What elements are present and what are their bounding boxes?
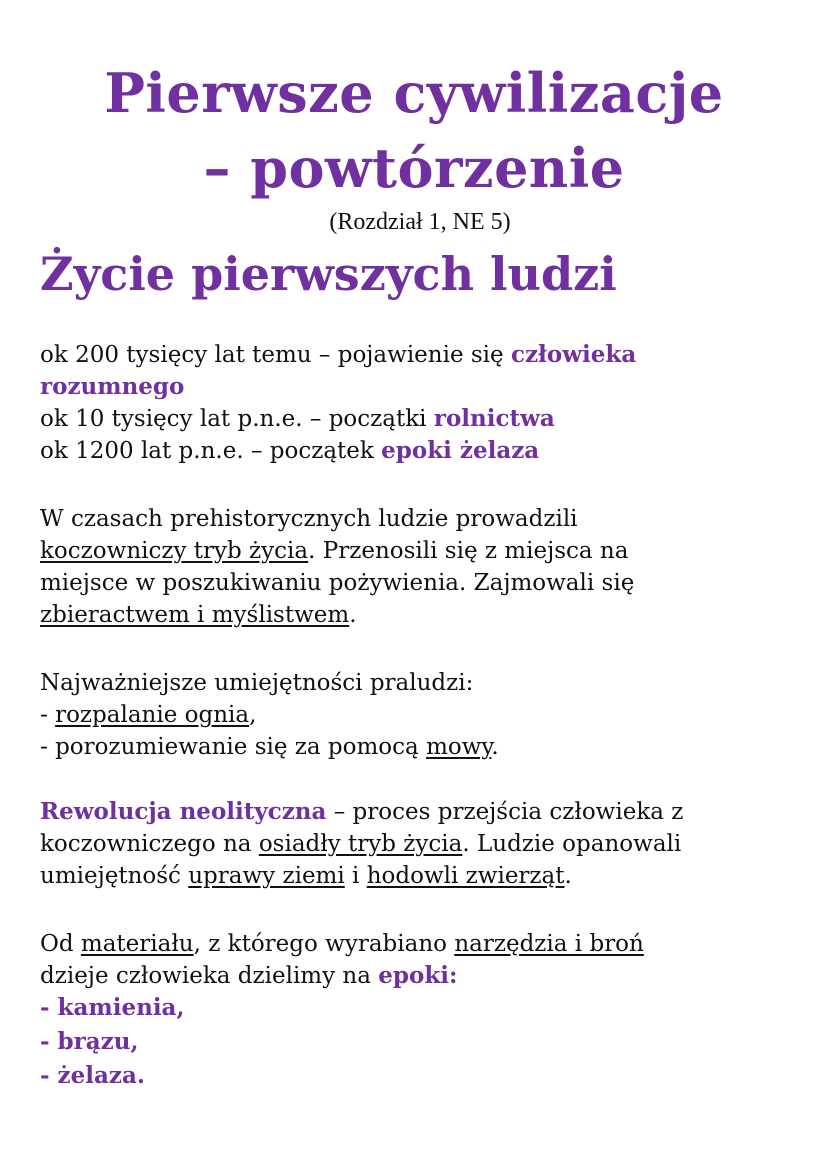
epochs-line-2 bbox=[40, 960, 458, 992]
underlined-term: koczowniczy tryb życia bbox=[40, 538, 309, 564]
timeline-highlight: człowieka bbox=[510, 341, 637, 368]
page-title-line-2: – powtórzenie bbox=[203, 136, 625, 200]
revolution-text: i bbox=[344, 863, 367, 889]
timeline-line-1 bbox=[40, 339, 636, 371]
page-title-line-1: Pierwsze cywilizacje bbox=[104, 61, 724, 125]
skills-text: . bbox=[491, 734, 499, 760]
epochs-line-1 bbox=[40, 928, 644, 960]
underlined-term: osiadły tryb życia bbox=[258, 831, 463, 857]
skills-text: - porozumiewanie się za pomocą bbox=[40, 734, 427, 760]
underlined-term: zbieractwem i myślistwem bbox=[40, 602, 350, 628]
underlined-term: materiału bbox=[80, 931, 194, 957]
epochs-text: dzieje człowieka dzielimy na bbox=[40, 963, 379, 989]
list-dash: - bbox=[40, 702, 56, 728]
skills-item-1 bbox=[40, 699, 256, 731]
underlined-term: narzędzia i broń bbox=[454, 931, 644, 957]
revolution-line-1 bbox=[40, 796, 683, 828]
skills-item-2 bbox=[40, 731, 499, 763]
revolution-text: – proces przejścia człowieka z bbox=[326, 799, 684, 825]
timeline-line-4 bbox=[40, 435, 539, 467]
timeline-highlight: rolnictwa bbox=[433, 405, 555, 432]
revolution-line-2 bbox=[40, 828, 681, 860]
epoch-item-iron: - żelaza. bbox=[40, 1062, 145, 1089]
underlined-term: mowy bbox=[426, 734, 492, 760]
epochs-text: Od bbox=[40, 931, 81, 957]
revolution-text: umiejętność bbox=[40, 863, 189, 889]
prehistory-line-2 bbox=[40, 535, 628, 567]
prehistory-line-1: W czasach prehistorycznych ludzie prowadzili bbox=[40, 506, 578, 532]
timeline-text: ok 1200 lat p.n.e. – początek bbox=[40, 438, 382, 464]
epoch-item-bronze: - brązu, bbox=[40, 1028, 139, 1055]
timeline-text: ok 10 tysięcy lat p.n.e. – początki bbox=[40, 406, 434, 432]
revolution-text: koczowniczego na bbox=[40, 831, 259, 857]
section-title: Życie pierwszych ludzi bbox=[40, 247, 617, 301]
epochs-highlight: epoki: bbox=[378, 962, 458, 989]
skills-heading: Najważniejsze umiejętności praludzi: bbox=[40, 670, 474, 696]
prehistory-text: . bbox=[349, 602, 357, 628]
revolution-highlight: Rewolucja neolityczna bbox=[40, 798, 327, 825]
epochs-text: , z którego wyrabiano bbox=[193, 931, 455, 957]
timeline-highlight: rozumnego bbox=[40, 373, 185, 400]
timeline-highlight: epoki żelaza bbox=[381, 437, 540, 464]
epoch-item-stone: - kamienia, bbox=[40, 994, 185, 1021]
chapter-subtitle: (Rozdział 1, NE 5) bbox=[329, 209, 511, 235]
prehistory-text: . Przenosili się z miejsca na bbox=[308, 538, 629, 564]
revolution-line-3 bbox=[40, 860, 572, 892]
prehistory-line-3: miejsce w poszukiwaniu pożywienia. Zajmowali się bbox=[40, 570, 635, 596]
underlined-term: uprawy ziemi bbox=[188, 863, 345, 889]
prehistory-line-4 bbox=[40, 599, 357, 631]
revolution-text: . Ludzie opanowali bbox=[462, 831, 682, 857]
underlined-term: rozpalanie ognia bbox=[55, 702, 250, 728]
timeline-text: ok 200 tysięcy lat temu – pojawienie się bbox=[40, 342, 511, 368]
skills-text: , bbox=[249, 702, 257, 728]
revolution-text: . bbox=[564, 863, 572, 889]
underlined-term: hodowli zwierząt bbox=[366, 863, 565, 889]
timeline-line-3 bbox=[40, 403, 555, 435]
timeline-line-2 bbox=[40, 371, 184, 403]
